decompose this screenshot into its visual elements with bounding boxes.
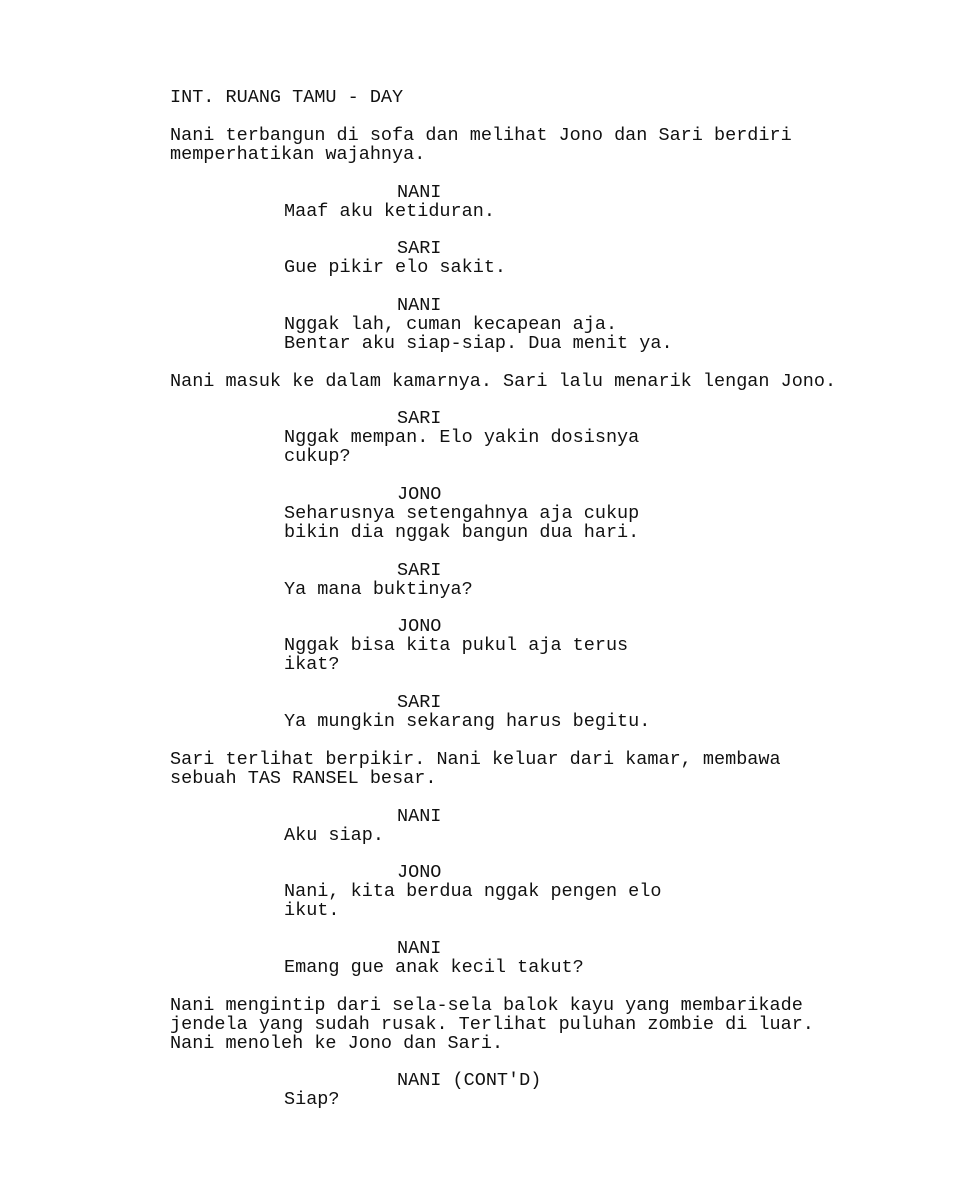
character-name: NANI (CONT'D): [397, 1070, 542, 1091]
dialogue-line: Ya mana buktinya?: [284, 579, 473, 600]
character-name: NANI: [397, 806, 442, 827]
scene-heading: INT. RUANG TAMU - DAY: [170, 87, 404, 108]
character-name: SARI: [397, 408, 442, 429]
character-name: JONO: [397, 616, 442, 637]
dialogue-line: Aku siap.: [284, 825, 384, 846]
dialogue-line: Bentar aku siap-siap. Dua menit ya.: [284, 333, 673, 354]
character-name: NANI: [397, 182, 442, 203]
action-line: sebuah TAS RANSEL besar.: [170, 768, 437, 789]
dialogue-line: Nggak lah, cuman kecapean aja.: [284, 314, 618, 335]
dialogue-line: Nggak bisa kita pukul aja terus: [284, 635, 629, 656]
action-line: Nani terbangun di sofa dan melihat Jono dan Sari berdiri: [170, 125, 792, 146]
dialogue-line: Maaf aku ketiduran.: [284, 201, 495, 222]
dialogue-line: Seharusnya setengahnya aja cukup: [284, 503, 640, 524]
character-name: JONO: [397, 862, 442, 883]
dialogue-line: Emang gue anak kecil takut?: [284, 957, 584, 978]
dialogue-line: Ya mungkin sekarang harus begitu.: [284, 711, 651, 732]
character-name: JONO: [397, 484, 442, 505]
character-name: NANI: [397, 938, 442, 959]
action-line: Nani masuk ke dalam kamarnya. Sari lalu menarik lengan Jono.: [170, 371, 837, 392]
dialogue-line: ikat?: [284, 654, 340, 675]
dialogue-line: ikut.: [284, 900, 340, 921]
action-line: Nani menoleh ke Jono dan Sari.: [170, 1033, 504, 1054]
dialogue-line: bikin dia nggak bangun dua hari.: [284, 522, 640, 543]
action-line: Nani mengintip dari sela-sela balok kayu yang membarikade: [170, 995, 803, 1016]
dialogue-line: Gue pikir elo sakit.: [284, 257, 507, 278]
character-name: SARI: [397, 238, 442, 259]
character-name: SARI: [397, 560, 442, 581]
action-line: memperhatikan wajahnya.: [170, 144, 426, 165]
action-line: Sari terlihat berpikir. Nani keluar dari kamar, membawa: [170, 749, 781, 770]
action-line: jendela yang sudah rusak. Terlihat puluhan zombie di luar.: [170, 1014, 814, 1035]
dialogue-line: Nggak mempan. Elo yakin dosisnya: [284, 427, 640, 448]
dialogue-line: Nani, kita berdua nggak pengen elo: [284, 881, 662, 902]
dialogue-line: cukup?: [284, 446, 351, 467]
character-name: SARI: [397, 692, 442, 713]
dialogue-line: Siap?: [284, 1089, 340, 1110]
character-name: NANI: [397, 295, 442, 316]
